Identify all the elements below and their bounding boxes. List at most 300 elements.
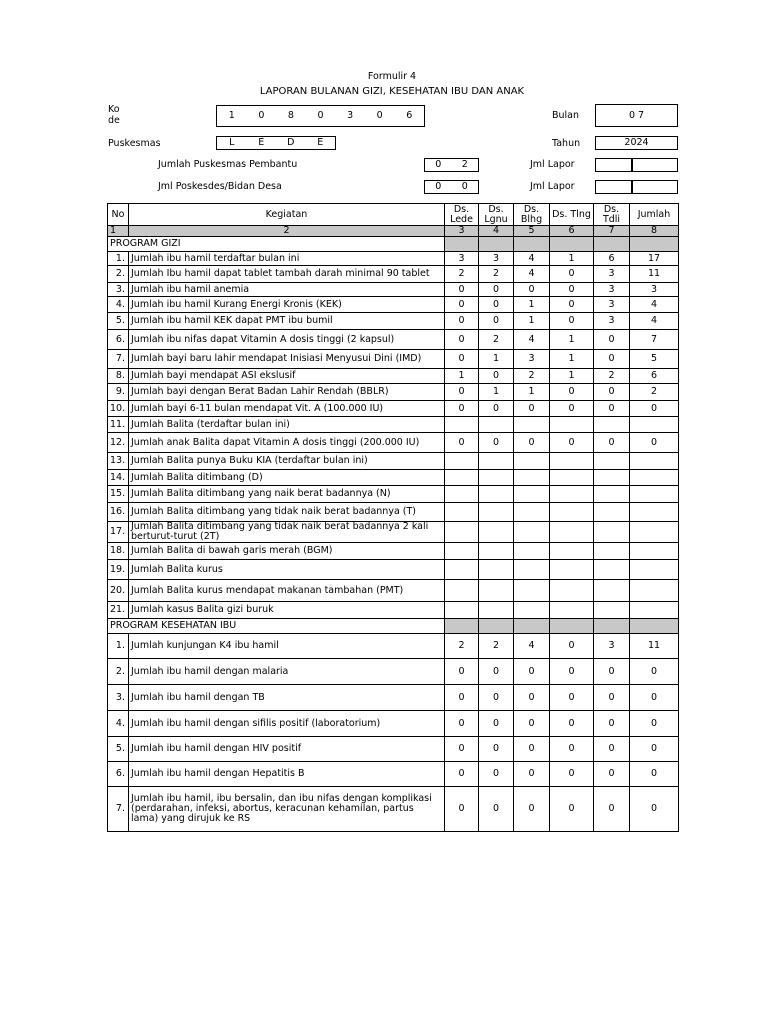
village-value-cell — [594, 543, 630, 560]
jml-lapor-label: Jml Lapor — [530, 159, 575, 170]
row-number: 4. — [108, 297, 129, 313]
kode-digits — [216, 105, 425, 127]
village-value-cell: 0 — [445, 384, 479, 401]
column-index-row — [108, 226, 679, 237]
village-value-cell — [445, 486, 479, 503]
shaded-cell — [479, 619, 514, 634]
activity-label: Jumlah ibu hamil dengan Hepatitis B — [129, 762, 445, 787]
village-value-cell: 0 — [445, 711, 479, 737]
village-value-cell: 4 — [514, 634, 550, 659]
village-value-cell: 0 — [550, 787, 594, 832]
village-value-cell: 0 — [514, 711, 550, 737]
village-value-cell — [550, 470, 594, 486]
row-number: 16. — [108, 503, 129, 522]
village-value-cell — [550, 486, 594, 503]
jml-lapor-box — [631, 180, 678, 194]
kode-digit: 0 — [376, 110, 383, 121]
village-value-cell: 0 — [550, 313, 594, 330]
village-value-cell: 1 — [479, 350, 514, 369]
village-value-cell: 0 — [514, 762, 550, 787]
total-cell — [630, 417, 679, 433]
column-header: No — [108, 204, 129, 226]
village-value-cell: 0 — [479, 737, 514, 762]
table-row — [108, 711, 679, 737]
total-cell: 2 — [630, 384, 679, 401]
village-value-cell — [445, 543, 479, 560]
column-header: Ds. Blhg — [514, 204, 550, 226]
poskesdes-label: Jml Poskesdes/Bidan Desa — [158, 181, 282, 192]
row-number: 15. — [108, 486, 129, 503]
section-row — [108, 237, 679, 252]
village-value-cell — [594, 602, 630, 619]
village-value-cell: 0 — [445, 330, 479, 350]
table-row — [108, 384, 679, 401]
row-number: 12. — [108, 433, 129, 453]
village-value-cell: 0 — [514, 283, 550, 297]
activity-label: Jumlah bayi 6-11 bulan mendapat Vit. A (100.000 IU) — [129, 401, 445, 417]
table-row — [108, 369, 679, 384]
village-value-cell: 0 — [514, 685, 550, 711]
village-value-cell: 0 — [594, 401, 630, 417]
village-value-cell: 0 — [479, 685, 514, 711]
column-header: Ds. Lgnu — [479, 204, 514, 226]
shaded-cell — [514, 619, 550, 634]
section-row — [108, 619, 679, 634]
village-value-cell — [594, 453, 630, 470]
row-number: 14. — [108, 470, 129, 486]
table-row — [108, 330, 679, 350]
activity-label: Jumlah bayi baru lahir mendapat Inisiasi Menyusui Dini (IMD) — [129, 350, 445, 369]
village-value-cell: 1 — [445, 369, 479, 384]
village-value-cell: 0 — [550, 634, 594, 659]
village-value-cell: 0 — [594, 659, 630, 685]
village-value-cell: 0 — [550, 659, 594, 685]
village-value-cell: 1 — [479, 384, 514, 401]
village-value-cell — [479, 486, 514, 503]
village-value-cell: 0 — [479, 297, 514, 313]
village-value-cell: 0 — [445, 762, 479, 787]
village-value-cell: 3 — [594, 266, 630, 283]
kode-digit: 1 — [228, 110, 235, 121]
village-value-cell: 0 — [594, 384, 630, 401]
jml-lapor-box — [595, 180, 633, 194]
activity-label: Jumlah Balita ditimbang yang tidak naik berat badannya (T) — [129, 503, 445, 522]
village-value-cell — [550, 580, 594, 602]
tahun-label: Tahun — [552, 138, 581, 149]
puskesmas-letter: L — [229, 137, 235, 148]
village-value-cell: 0 — [550, 685, 594, 711]
village-value-cell: 0 — [445, 283, 479, 297]
section-title: PROGRAM GIZI — [108, 237, 445, 252]
village-value-cell: 0 — [479, 711, 514, 737]
total-cell: 0 — [630, 433, 679, 453]
village-value-cell: 0 — [479, 283, 514, 297]
column-index: 7 — [594, 226, 630, 237]
village-value-cell — [594, 417, 630, 433]
village-value-cell: 0 — [514, 787, 550, 832]
village-value-cell — [594, 470, 630, 486]
village-value-cell — [514, 470, 550, 486]
village-value-cell — [514, 543, 550, 560]
row-number: 5. — [108, 737, 129, 762]
village-value-cell: 0 — [594, 350, 630, 369]
table-row — [108, 787, 679, 832]
table-row — [108, 470, 679, 486]
form-number: Formulir 4 — [367, 71, 417, 82]
column-header: Jumlah — [630, 204, 679, 226]
village-value-cell — [479, 453, 514, 470]
village-value-cell: 2 — [594, 369, 630, 384]
activity-label: Jumlah Balita punya Buku KIA (terdaftar bulan ini) — [129, 453, 445, 470]
village-value-cell — [445, 522, 479, 543]
village-value-cell: 3 — [445, 252, 479, 266]
puskesmas-label: Puskesmas — [108, 138, 161, 149]
village-value-cell — [514, 580, 550, 602]
village-value-cell: 0 — [550, 762, 594, 787]
pembantu-digit: 0 — [435, 159, 442, 170]
column-header: Kegiatan — [129, 204, 445, 226]
table-row — [108, 560, 679, 580]
column-index: 6 — [550, 226, 594, 237]
village-value-cell: 4 — [514, 330, 550, 350]
village-value-cell: 0 — [550, 283, 594, 297]
village-value-cell — [514, 522, 550, 543]
row-number: 1. — [108, 252, 129, 266]
report-table — [107, 203, 679, 832]
village-value-cell — [479, 417, 514, 433]
shaded-cell — [594, 237, 630, 252]
village-value-cell — [550, 602, 594, 619]
table-row — [108, 503, 679, 522]
row-number: 19. — [108, 560, 129, 580]
total-cell: 4 — [630, 297, 679, 313]
village-value-cell: 0 — [550, 266, 594, 283]
activity-label: Jumlah bayi dengan Berat Badan Lahir Rendah (BBLR) — [129, 384, 445, 401]
village-value-cell — [514, 486, 550, 503]
village-value-cell — [479, 580, 514, 602]
village-value-cell: 0 — [479, 433, 514, 453]
village-value-cell: 2 — [514, 369, 550, 384]
table-row — [108, 685, 679, 711]
total-cell: 17 — [630, 252, 679, 266]
jml-lapor-label: Jml Lapor — [530, 181, 575, 192]
village-value-cell: 0 — [594, 762, 630, 787]
village-value-cell: 3 — [479, 252, 514, 266]
row-number: 17. — [108, 522, 129, 543]
village-value-cell — [550, 453, 594, 470]
activity-label: Jumlah Balita kurus mendapat makanan tambahan (PMT) — [129, 580, 445, 602]
village-value-cell — [445, 470, 479, 486]
column-index: 4 — [479, 226, 514, 237]
village-value-cell: 0 — [550, 384, 594, 401]
village-value-cell — [445, 560, 479, 580]
row-number: 1. — [108, 634, 129, 659]
jml-lapor-box — [631, 158, 678, 172]
table-row — [108, 313, 679, 330]
page-title: LAPORAN BULANAN GIZI, KESEHATAN IBU DAN ANAK — [259, 86, 525, 97]
village-value-cell — [479, 543, 514, 560]
village-value-cell: 2 — [479, 330, 514, 350]
table-row — [108, 401, 679, 417]
row-number: 4. — [108, 711, 129, 737]
village-value-cell: 0 — [594, 433, 630, 453]
poskesdes-digits — [424, 180, 479, 194]
village-value-cell: 4 — [514, 266, 550, 283]
village-value-cell: 0 — [445, 737, 479, 762]
activity-label: Jumlah Balita ditimbang yang naik berat badannya (N) — [129, 486, 445, 503]
table-row — [108, 417, 679, 433]
village-value-cell: 0 — [479, 313, 514, 330]
row-number: 10. — [108, 401, 129, 417]
total-cell: 0 — [630, 685, 679, 711]
village-value-cell — [594, 486, 630, 503]
row-number: 8. — [108, 369, 129, 384]
activity-label: Jumlah Balita kurus — [129, 560, 445, 580]
row-number: 7. — [108, 350, 129, 369]
kode-digit: 3 — [347, 110, 354, 121]
total-cell: 0 — [630, 762, 679, 787]
village-value-cell: 0 — [550, 433, 594, 453]
table-row — [108, 762, 679, 787]
total-cell — [630, 543, 679, 560]
puskesmas-letters — [216, 136, 336, 150]
table-row — [108, 297, 679, 313]
puskesmas-letter: E — [317, 137, 324, 148]
activity-label: Jumlah kunjungan K4 ibu hamil — [129, 634, 445, 659]
row-number: 2. — [108, 659, 129, 685]
village-value-cell: 0 — [594, 711, 630, 737]
total-cell — [630, 453, 679, 470]
village-value-cell: 0 — [445, 297, 479, 313]
village-value-cell: 3 — [594, 634, 630, 659]
village-value-cell: 3 — [514, 350, 550, 369]
village-value-cell: 2 — [479, 266, 514, 283]
kode-label: Ko de — [108, 104, 120, 126]
row-number: 21. — [108, 602, 129, 619]
village-value-cell — [594, 560, 630, 580]
row-number: 3. — [108, 283, 129, 297]
table-row — [108, 252, 679, 266]
village-value-cell: 0 — [594, 685, 630, 711]
village-value-cell: 0 — [550, 297, 594, 313]
village-value-cell: 0 — [514, 433, 550, 453]
table-row — [108, 580, 679, 602]
village-value-cell — [514, 503, 550, 522]
activity-label: Jumlah ibu hamil terdaftar bulan ini — [129, 252, 445, 266]
village-value-cell: 0 — [514, 737, 550, 762]
total-cell: 4 — [630, 313, 679, 330]
total-cell — [630, 560, 679, 580]
shaded-cell — [479, 237, 514, 252]
total-cell: 3 — [630, 283, 679, 297]
shaded-cell — [550, 619, 594, 634]
village-value-cell: 0 — [550, 737, 594, 762]
total-cell: 6 — [630, 369, 679, 384]
activity-label: Jumlah Balita ditimbang (D) — [129, 470, 445, 486]
activity-label: Jumlah Ibu hamil dapat tablet tambah darah minimal 90 tablet — [129, 266, 445, 283]
table-header-row — [108, 204, 679, 226]
kode-digit: 0 — [317, 110, 324, 121]
table-row — [108, 522, 679, 543]
shaded-cell — [630, 237, 679, 252]
village-value-cell — [550, 417, 594, 433]
row-number: 18. — [108, 543, 129, 560]
table-row — [108, 266, 679, 283]
jml-lapor-box — [595, 158, 633, 172]
shaded-cell — [630, 619, 679, 634]
row-number: 11. — [108, 417, 129, 433]
village-value-cell: 2 — [445, 634, 479, 659]
village-value-cell: 0 — [594, 737, 630, 762]
table-row — [108, 453, 679, 470]
total-cell — [630, 580, 679, 602]
village-value-cell — [445, 580, 479, 602]
village-value-cell — [479, 522, 514, 543]
activity-label: Jumlah Balita (terdaftar bulan ini) — [129, 417, 445, 433]
poskesdes-digit: 0 — [435, 181, 442, 192]
village-value-cell — [550, 503, 594, 522]
table-row — [108, 659, 679, 685]
activity-label: Jumlah bayi mendapat ASI ekslusif — [129, 369, 445, 384]
pembantu-digit: 2 — [461, 159, 468, 170]
village-value-cell — [514, 417, 550, 433]
pembantu-digits — [424, 158, 479, 172]
village-value-cell — [514, 602, 550, 619]
total-cell: 5 — [630, 350, 679, 369]
column-header: Ds. Tdli — [594, 204, 630, 226]
village-value-cell: 1 — [514, 384, 550, 401]
total-cell — [630, 522, 679, 543]
village-value-cell: 0 — [445, 350, 479, 369]
village-value-cell: 3 — [594, 297, 630, 313]
column-header: Ds. Lede — [445, 204, 479, 226]
village-value-cell: 0 — [479, 369, 514, 384]
section-title: PROGRAM KESEHATAN IBU — [108, 619, 445, 634]
village-value-cell — [479, 560, 514, 580]
activity-label: Jumlah ibu hamil anemia — [129, 283, 445, 297]
village-value-cell — [479, 470, 514, 486]
bulan-label: Bulan — [552, 110, 580, 121]
village-value-cell — [445, 602, 479, 619]
village-value-cell: 0 — [550, 711, 594, 737]
row-number: 20. — [108, 580, 129, 602]
table-row — [108, 543, 679, 560]
column-index: 3 — [445, 226, 479, 237]
village-value-cell: 0 — [550, 401, 594, 417]
village-value-cell: 1 — [550, 369, 594, 384]
shaded-cell — [445, 619, 479, 634]
activity-label: Jumlah Balita ditimbang yang tidak naik berat badannya 2 kali berturut-turut (2T) — [129, 522, 445, 543]
village-value-cell: 0 — [445, 787, 479, 832]
village-value-cell: 1 — [550, 330, 594, 350]
village-value-cell — [550, 522, 594, 543]
total-cell: 11 — [630, 266, 679, 283]
shaded-cell — [594, 619, 630, 634]
table-row — [108, 634, 679, 659]
activity-label: Jumlah Balita di bawah garis merah (BGM) — [129, 543, 445, 560]
village-value-cell: 0 — [445, 685, 479, 711]
village-value-cell: 1 — [550, 252, 594, 266]
village-value-cell — [445, 503, 479, 522]
village-value-cell — [550, 543, 594, 560]
total-cell — [630, 470, 679, 486]
village-value-cell — [479, 503, 514, 522]
village-value-cell: 0 — [445, 659, 479, 685]
activity-label: Jumlah anak Balita dapat Vitamin A dosis tinggi (200.000 IU) — [129, 433, 445, 453]
total-cell — [630, 602, 679, 619]
row-number: 3. — [108, 685, 129, 711]
row-number: 6. — [108, 762, 129, 787]
row-number: 7. — [108, 787, 129, 832]
kode-digit: 0 — [258, 110, 265, 121]
row-number: 6. — [108, 330, 129, 350]
village-value-cell: 0 — [445, 433, 479, 453]
table-row — [108, 486, 679, 503]
total-cell — [630, 486, 679, 503]
column-index: 8 — [630, 226, 679, 237]
total-cell: 0 — [630, 711, 679, 737]
village-value-cell: 0 — [479, 762, 514, 787]
village-value-cell: 6 — [594, 252, 630, 266]
total-cell: 11 — [630, 634, 679, 659]
village-value-cell: 0 — [514, 659, 550, 685]
bulan-value: 0 7 — [595, 104, 678, 127]
village-value-cell: 3 — [594, 283, 630, 297]
row-number: 2. — [108, 266, 129, 283]
total-cell: 7 — [630, 330, 679, 350]
activity-label: Jumlah ibu hamil dengan TB — [129, 685, 445, 711]
total-cell — [630, 503, 679, 522]
pembantu-label: Jumlah Puskesmas Pembantu — [158, 159, 298, 170]
village-value-cell — [445, 417, 479, 433]
village-value-cell: 1 — [514, 313, 550, 330]
row-number: 9. — [108, 384, 129, 401]
village-value-cell — [514, 453, 550, 470]
total-cell: 0 — [630, 737, 679, 762]
village-value-cell — [594, 522, 630, 543]
puskesmas-letter: E — [258, 137, 265, 148]
activity-label: Jumlah ibu hamil, ibu bersalin, dan ibu nifas dengan komplikasi (perdarahan, infeksi, abortus, keracunan kehamilan, partus lama) yang dirujuk ke RS — [129, 787, 445, 832]
village-value-cell: 1 — [514, 297, 550, 313]
table-row — [108, 737, 679, 762]
village-value-cell: 0 — [594, 787, 630, 832]
activity-label: Jumlah ibu hamil dengan malaria — [129, 659, 445, 685]
shaded-cell — [445, 237, 479, 252]
table-row — [108, 350, 679, 369]
village-value-cell — [514, 560, 550, 580]
activity-label: Jumlah ibu hamil Kurang Energi Kronis (KEK) — [129, 297, 445, 313]
poskesdes-digit: 0 — [461, 181, 468, 192]
shaded-cell — [550, 237, 594, 252]
village-value-cell: 0 — [479, 401, 514, 417]
village-value-cell — [445, 453, 479, 470]
village-value-cell: 0 — [479, 659, 514, 685]
row-number: 13. — [108, 453, 129, 470]
table-row — [108, 283, 679, 297]
column-index: 1 — [108, 226, 129, 237]
village-value-cell — [479, 602, 514, 619]
total-cell: 0 — [630, 659, 679, 685]
puskesmas-letter: D — [287, 137, 295, 148]
activity-label: Jumlah ibu hamil dengan sifilis positif (laboratorium) — [129, 711, 445, 737]
village-value-cell: 2 — [479, 634, 514, 659]
row-number: 5. — [108, 313, 129, 330]
village-value-cell: 0 — [445, 401, 479, 417]
village-value-cell: 3 — [594, 313, 630, 330]
village-value-cell: 0 — [514, 401, 550, 417]
column-index: 5 — [514, 226, 550, 237]
village-value-cell: 1 — [550, 350, 594, 369]
